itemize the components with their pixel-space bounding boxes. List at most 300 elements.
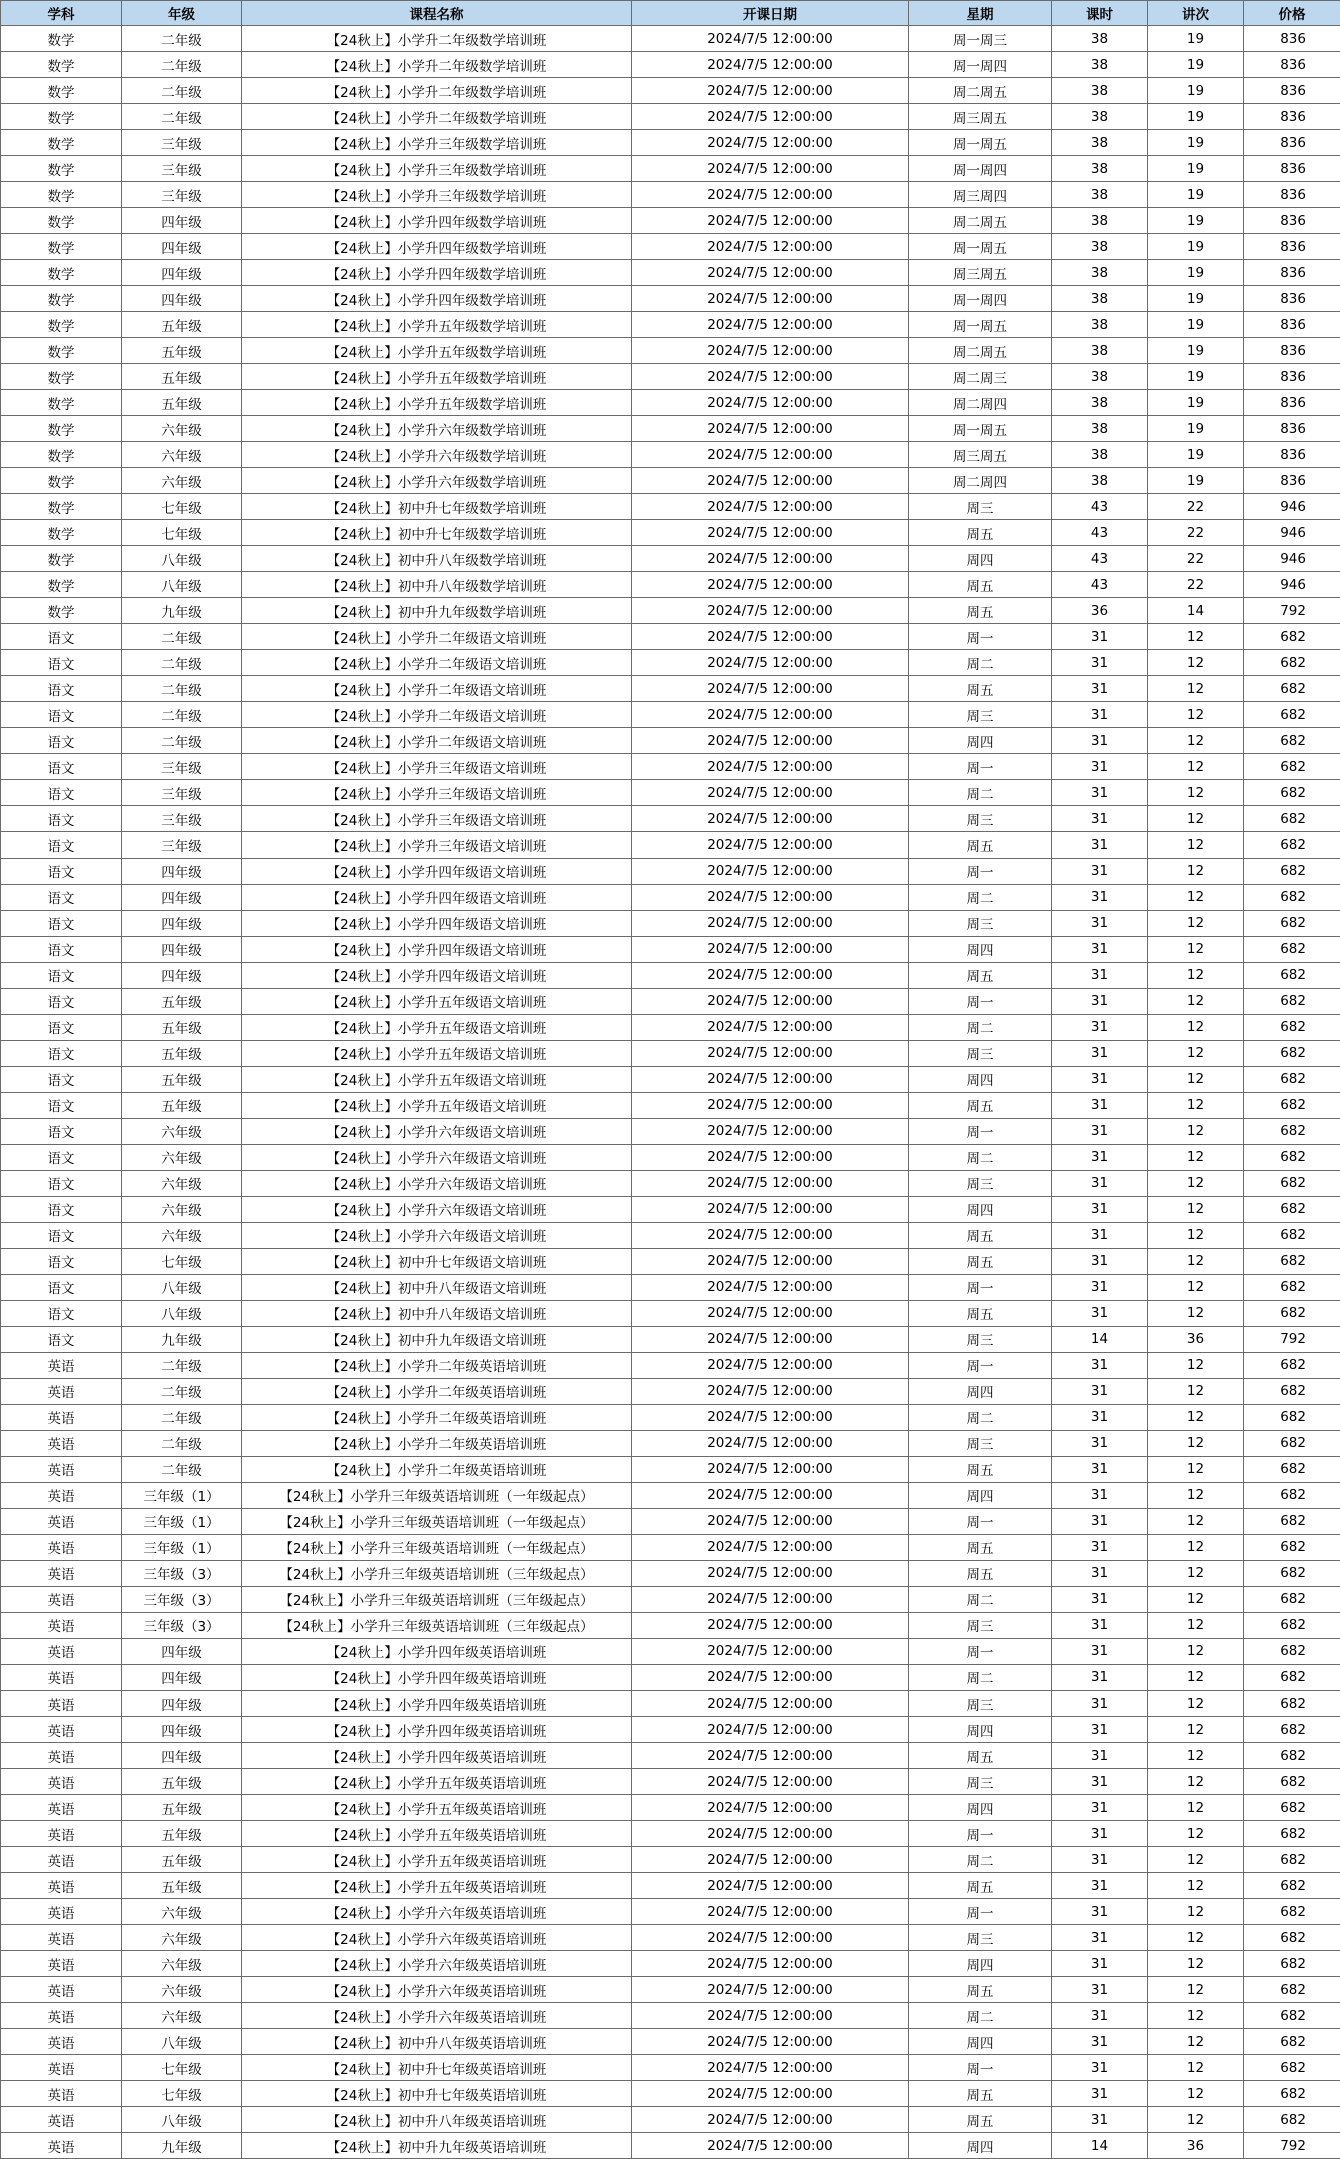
- cell-price: 682: [1244, 1560, 1340, 1586]
- cell-hours: 31: [1052, 1144, 1148, 1170]
- cell-start-date: 2024/7/5 12:00:00: [632, 52, 909, 78]
- table-row: [1, 1586, 1340, 1612]
- cell-price: 682: [1244, 728, 1340, 754]
- cell-price: 792: [1244, 1326, 1340, 1352]
- cell-subject: 语文: [1, 962, 122, 988]
- cell-grade: 三年级（3）: [122, 1560, 242, 1586]
- cell-price: 682: [1244, 1612, 1340, 1638]
- cell-weekday: 周四: [909, 1378, 1052, 1404]
- cell-hours: 38: [1052, 286, 1148, 312]
- cell-hours: 31: [1052, 1196, 1148, 1222]
- table-row: [1, 442, 1340, 468]
- cell-start-date: 2024/7/5 12:00:00: [632, 858, 909, 884]
- cell-sessions: 12: [1148, 1560, 1244, 1586]
- cell-course-name: 【24秋上】小学升二年级语文培训班: [242, 624, 632, 650]
- cell-grade: 二年级: [122, 1430, 242, 1456]
- table-row: [1, 2081, 1340, 2107]
- cell-grade: 六年级: [122, 442, 242, 468]
- cell-weekday: 周二: [909, 884, 1052, 910]
- cell-grade: 五年级: [122, 1066, 242, 1092]
- cell-course-name: 【24秋上】小学升三年级语文培训班: [242, 806, 632, 832]
- cell-price: 682: [1244, 1508, 1340, 1534]
- cell-sessions: 19: [1148, 364, 1244, 390]
- cell-sessions: 12: [1148, 1925, 1244, 1951]
- cell-course-name: 【24秋上】小学升三年级英语培训班（三年级起点）: [242, 1612, 632, 1638]
- cell-start-date: 2024/7/5 12:00:00: [632, 1066, 909, 1092]
- cell-sessions: 12: [1148, 1404, 1244, 1430]
- cell-weekday: 周四: [909, 936, 1052, 962]
- cell-price: 682: [1244, 858, 1340, 884]
- cell-start-date: 2024/7/5 12:00:00: [632, 1508, 909, 1534]
- cell-course-name: 【24秋上】小学升四年级英语培训班: [242, 1664, 632, 1690]
- table-row: [1, 1378, 1340, 1404]
- cell-price: 682: [1244, 1586, 1340, 1612]
- cell-weekday: 周三: [909, 806, 1052, 832]
- cell-sessions: 12: [1148, 2081, 1244, 2107]
- cell-weekday: 周一: [909, 1118, 1052, 1144]
- cell-start-date: 2024/7/5 12:00:00: [632, 2081, 909, 2107]
- cell-sessions: 12: [1148, 1534, 1244, 1560]
- cell-price: 682: [1244, 676, 1340, 702]
- cell-price: 682: [1244, 936, 1340, 962]
- cell-price: 682: [1244, 1691, 1340, 1717]
- table-row: [1, 208, 1340, 234]
- cell-grade: 三年级: [122, 130, 242, 156]
- cell-price: 792: [1244, 598, 1340, 624]
- cell-hours: 31: [1052, 884, 1148, 910]
- cell-grade: 二年级: [122, 78, 242, 104]
- cell-course-name: 【24秋上】小学升二年级数学培训班: [242, 78, 632, 104]
- cell-price: 836: [1244, 286, 1340, 312]
- cell-weekday: 周三周四: [909, 182, 1052, 208]
- cell-sessions: 12: [1148, 1951, 1244, 1977]
- cell-sessions: 12: [1148, 1664, 1244, 1690]
- cell-hours: 38: [1052, 130, 1148, 156]
- cell-weekday: 周四: [909, 1066, 1052, 1092]
- cell-sessions: 22: [1148, 520, 1244, 546]
- cell-subject: 语文: [1, 676, 122, 702]
- cell-grade: 五年级: [122, 1040, 242, 1066]
- cell-start-date: 2024/7/5 12:00:00: [632, 2133, 909, 2159]
- cell-course-name: 【24秋上】小学升二年级英语培训班: [242, 1456, 632, 1482]
- cell-subject: 数学: [1, 182, 122, 208]
- cell-subject: 英语: [1, 2081, 122, 2107]
- cell-subject: 英语: [1, 1951, 122, 1977]
- cell-course-name: 【24秋上】小学升三年级英语培训班（三年级起点）: [242, 1560, 632, 1586]
- cell-hours: 31: [1052, 1066, 1148, 1092]
- cell-start-date: 2024/7/5 12:00:00: [632, 338, 909, 364]
- table-row: [1, 546, 1340, 572]
- cell-subject: 英语: [1, 1378, 122, 1404]
- cell-weekday: 周一: [909, 858, 1052, 884]
- cell-subject: 英语: [1, 1717, 122, 1743]
- table-row: [1, 1534, 1340, 1560]
- cell-subject: 英语: [1, 2003, 122, 2029]
- cell-sessions: 12: [1148, 832, 1244, 858]
- cell-subject: 数学: [1, 468, 122, 494]
- table-row: [1, 104, 1340, 130]
- cell-subject: 英语: [1, 1899, 122, 1925]
- cell-hours: 31: [1052, 1430, 1148, 1456]
- cell-course-name: 【24秋上】初中升八年级英语培训班: [242, 2107, 632, 2133]
- cell-hours: 14: [1052, 2133, 1148, 2159]
- cell-weekday: 周五: [909, 520, 1052, 546]
- cell-start-date: 2024/7/5 12:00:00: [632, 26, 909, 52]
- table-row: [1, 1795, 1340, 1821]
- cell-hours: 43: [1052, 572, 1148, 598]
- cell-grade: 五年级: [122, 1014, 242, 1040]
- cell-course-name: 【24秋上】初中升八年级数学培训班: [242, 546, 632, 572]
- cell-sessions: 12: [1148, 1482, 1244, 1508]
- cell-hours: 31: [1052, 754, 1148, 780]
- table-row: [1, 2029, 1340, 2055]
- table-row: [1, 1743, 1340, 1769]
- cell-subject: 英语: [1, 1821, 122, 1847]
- cell-course-name: 【24秋上】小学升三年级语文培训班: [242, 780, 632, 806]
- cell-weekday: 周一: [909, 2055, 1052, 2081]
- cell-start-date: 2024/7/5 12:00:00: [632, 2029, 909, 2055]
- cell-start-date: 2024/7/5 12:00:00: [632, 1378, 909, 1404]
- cell-price: 682: [1244, 806, 1340, 832]
- cell-price: 836: [1244, 338, 1340, 364]
- cell-course-name: 【24秋上】小学升六年级语文培训班: [242, 1196, 632, 1222]
- cell-price: 836: [1244, 442, 1340, 468]
- cell-grade: 八年级: [122, 2029, 242, 2055]
- cell-price: 946: [1244, 572, 1340, 598]
- cell-subject: 英语: [1, 1612, 122, 1638]
- cell-hours: 31: [1052, 988, 1148, 1014]
- table-row: [1, 676, 1340, 702]
- cell-hours: 38: [1052, 182, 1148, 208]
- cell-weekday: 周五: [909, 1248, 1052, 1274]
- table-row: [1, 1040, 1340, 1066]
- cell-grade: 三年级（1）: [122, 1508, 242, 1534]
- cell-price: 682: [1244, 1482, 1340, 1508]
- table-row: [1, 416, 1340, 442]
- cell-start-date: 2024/7/5 12:00:00: [632, 884, 909, 910]
- cell-sessions: 12: [1148, 1456, 1244, 1482]
- table-row: [1, 1066, 1340, 1092]
- table-row: [1, 1821, 1340, 1847]
- table-row: [1, 1144, 1340, 1170]
- cell-start-date: 2024/7/5 12:00:00: [632, 286, 909, 312]
- cell-hours: 31: [1052, 832, 1148, 858]
- cell-start-date: 2024/7/5 12:00:00: [632, 130, 909, 156]
- cell-start-date: 2024/7/5 12:00:00: [632, 702, 909, 728]
- cell-start-date: 2024/7/5 12:00:00: [632, 1612, 909, 1638]
- cell-start-date: 2024/7/5 12:00:00: [632, 1274, 909, 1300]
- cell-subject: 英语: [1, 1873, 122, 1899]
- cell-subject: 数学: [1, 338, 122, 364]
- cell-subject: 英语: [1, 1430, 122, 1456]
- cell-subject: 英语: [1, 1795, 122, 1821]
- cell-course-name: 【24秋上】小学升二年级数学培训班: [242, 52, 632, 78]
- cell-price: 682: [1244, 1638, 1340, 1664]
- cell-course-name: 【24秋上】小学升五年级语文培训班: [242, 1040, 632, 1066]
- cell-price: 682: [1244, 1430, 1340, 1456]
- cell-grade: 三年级: [122, 806, 242, 832]
- cell-price: 682: [1244, 754, 1340, 780]
- cell-price: 682: [1244, 884, 1340, 910]
- cell-price: 682: [1244, 2003, 1340, 2029]
- cell-hours: 31: [1052, 1743, 1148, 1769]
- cell-course-name: 【24秋上】小学升二年级英语培训班: [242, 1378, 632, 1404]
- cell-weekday: 周二周五: [909, 338, 1052, 364]
- cell-grade: 四年级: [122, 1638, 242, 1664]
- cell-course-name: 【24秋上】小学升六年级英语培训班: [242, 1977, 632, 2003]
- cell-subject: 数学: [1, 546, 122, 572]
- cell-course-name: 【24秋上】小学升三年级英语培训班（三年级起点）: [242, 1586, 632, 1612]
- cell-price: 682: [1244, 1769, 1340, 1795]
- cell-hours: 31: [1052, 936, 1148, 962]
- table-row: [1, 572, 1340, 598]
- cell-subject: 语文: [1, 884, 122, 910]
- cell-weekday: 周一: [909, 1638, 1052, 1664]
- table-row: [1, 624, 1340, 650]
- cell-grade: 二年级: [122, 624, 242, 650]
- table-row: [1, 1899, 1340, 1925]
- table-row: [1, 806, 1340, 832]
- cell-subject: 数学: [1, 572, 122, 598]
- cell-course-name: 【24秋上】小学升四年级语文培训班: [242, 962, 632, 988]
- cell-price: 682: [1244, 1534, 1340, 1560]
- cell-sessions: 19: [1148, 416, 1244, 442]
- cell-weekday: 周一: [909, 988, 1052, 1014]
- cell-sessions: 12: [1148, 1586, 1244, 1612]
- table-row: [1, 338, 1340, 364]
- cell-course-name: 【24秋上】小学升五年级语文培训班: [242, 1066, 632, 1092]
- table-row: [1, 1873, 1340, 1899]
- cell-price: 682: [1244, 1925, 1340, 1951]
- table-row: [1, 1612, 1340, 1638]
- cell-price: 682: [1244, 1014, 1340, 1040]
- cell-price: 682: [1244, 1404, 1340, 1430]
- cell-start-date: 2024/7/5 12:00:00: [632, 1222, 909, 1248]
- cell-price: 946: [1244, 520, 1340, 546]
- cell-sessions: 12: [1148, 806, 1244, 832]
- header-grade: 年级: [122, 1, 242, 26]
- cell-hours: 31: [1052, 1586, 1148, 1612]
- cell-course-name: 【24秋上】小学升二年级英语培训班: [242, 1404, 632, 1430]
- cell-weekday: 周五: [909, 1977, 1052, 2003]
- cell-course-name: 【24秋上】小学升二年级数学培训班: [242, 26, 632, 52]
- cell-hours: 31: [1052, 1040, 1148, 1066]
- table-row: [1, 1482, 1340, 1508]
- table-row: [1, 1274, 1340, 1300]
- cell-subject: 数学: [1, 390, 122, 416]
- cell-hours: 31: [1052, 1821, 1148, 1847]
- cell-subject: 英语: [1, 1482, 122, 1508]
- cell-grade: 四年级: [122, 884, 242, 910]
- cell-subject: 英语: [1, 1586, 122, 1612]
- cell-sessions: 22: [1148, 546, 1244, 572]
- cell-start-date: 2024/7/5 12:00:00: [632, 1092, 909, 1118]
- cell-price: 682: [1244, 624, 1340, 650]
- cell-price: 682: [1244, 1743, 1340, 1769]
- cell-subject: 数学: [1, 52, 122, 78]
- cell-grade: 二年级: [122, 1404, 242, 1430]
- cell-grade: 七年级: [122, 494, 242, 520]
- cell-sessions: 19: [1148, 52, 1244, 78]
- table-row: [1, 1560, 1340, 1586]
- cell-weekday: 周三: [909, 1170, 1052, 1196]
- table-row: [1, 598, 1340, 624]
- cell-grade: 八年级: [122, 1274, 242, 1300]
- cell-grade: 四年级: [122, 286, 242, 312]
- table-row: [1, 26, 1340, 52]
- cell-grade: 四年级: [122, 1743, 242, 1769]
- cell-start-date: 2024/7/5 12:00:00: [632, 1040, 909, 1066]
- cell-grade: 五年级: [122, 1847, 242, 1873]
- cell-hours: 43: [1052, 520, 1148, 546]
- cell-course-name: 【24秋上】小学升三年级数学培训班: [242, 182, 632, 208]
- cell-hours: 38: [1052, 26, 1148, 52]
- cell-subject: 语文: [1, 754, 122, 780]
- cell-start-date: 2024/7/5 12:00:00: [632, 1430, 909, 1456]
- cell-hours: 38: [1052, 364, 1148, 390]
- cell-subject: 语文: [1, 858, 122, 884]
- cell-course-name: 【24秋上】小学升四年级英语培训班: [242, 1638, 632, 1664]
- cell-price: 682: [1244, 1092, 1340, 1118]
- cell-start-date: 2024/7/5 12:00:00: [632, 364, 909, 390]
- cell-sessions: 19: [1148, 468, 1244, 494]
- cell-start-date: 2024/7/5 12:00:00: [632, 1196, 909, 1222]
- cell-grade: 五年级: [122, 390, 242, 416]
- table-row: [1, 754, 1340, 780]
- cell-grade: 七年级: [122, 1248, 242, 1274]
- cell-subject: 语文: [1, 1222, 122, 1248]
- cell-grade: 六年级: [122, 1222, 242, 1248]
- table-row: [1, 1691, 1340, 1717]
- cell-price: 682: [1244, 1170, 1340, 1196]
- table-row: [1, 1456, 1340, 1482]
- cell-price: 682: [1244, 1144, 1340, 1170]
- cell-hours: 38: [1052, 234, 1148, 260]
- cell-course-name: 【24秋上】小学升五年级数学培训班: [242, 364, 632, 390]
- cell-sessions: 12: [1148, 650, 1244, 676]
- table-row: [1, 1508, 1340, 1534]
- cell-grade: 四年级: [122, 910, 242, 936]
- table-row: [1, 962, 1340, 988]
- cell-course-name: 【24秋上】小学升六年级英语培训班: [242, 1899, 632, 1925]
- cell-weekday: 周一: [909, 1352, 1052, 1378]
- cell-weekday: 周五: [909, 1873, 1052, 1899]
- cell-weekday: 周一周五: [909, 312, 1052, 338]
- cell-grade: 四年级: [122, 1664, 242, 1690]
- cell-sessions: 12: [1148, 1066, 1244, 1092]
- header-start-date: 开课日期: [632, 1, 909, 26]
- cell-weekday: 周三周五: [909, 104, 1052, 130]
- cell-hours: 31: [1052, 1352, 1148, 1378]
- cell-course-name: 【24秋上】初中升七年级英语培训班: [242, 2081, 632, 2107]
- cell-course-name: 【24秋上】小学升四年级数学培训班: [242, 234, 632, 260]
- cell-grade: 八年级: [122, 572, 242, 598]
- cell-subject: 数学: [1, 260, 122, 286]
- cell-course-name: 【24秋上】小学升六年级英语培训班: [242, 1925, 632, 1951]
- cell-weekday: 周一: [909, 754, 1052, 780]
- cell-hours: 31: [1052, 650, 1148, 676]
- cell-sessions: 22: [1148, 572, 1244, 598]
- cell-course-name: 【24秋上】小学升四年级英语培训班: [242, 1717, 632, 1743]
- cell-start-date: 2024/7/5 12:00:00: [632, 2055, 909, 2081]
- cell-weekday: 周五: [909, 1456, 1052, 1482]
- cell-price: 836: [1244, 416, 1340, 442]
- cell-sessions: 12: [1148, 1222, 1244, 1248]
- cell-price: 682: [1244, 1456, 1340, 1482]
- table-row: [1, 1092, 1340, 1118]
- cell-course-name: 【24秋上】小学升四年级语文培训班: [242, 936, 632, 962]
- cell-price: 836: [1244, 468, 1340, 494]
- cell-course-name: 【24秋上】小学升三年级英语培训班（一年级起点）: [242, 1508, 632, 1534]
- cell-price: 682: [1244, 650, 1340, 676]
- cell-sessions: 12: [1148, 1847, 1244, 1873]
- cell-start-date: 2024/7/5 12:00:00: [632, 1534, 909, 1560]
- cell-sessions: 12: [1148, 1638, 1244, 1664]
- cell-subject: 语文: [1, 702, 122, 728]
- cell-course-name: 【24秋上】小学升六年级语文培训班: [242, 1144, 632, 1170]
- cell-weekday: 周五: [909, 1534, 1052, 1560]
- cell-hours: 14: [1052, 1326, 1148, 1352]
- cell-hours: 31: [1052, 1717, 1148, 1743]
- table-row: [1, 52, 1340, 78]
- cell-sessions: 12: [1148, 1352, 1244, 1378]
- cell-start-date: 2024/7/5 12:00:00: [632, 1248, 909, 1274]
- cell-price: 682: [1244, 832, 1340, 858]
- cell-weekday: 周二周四: [909, 468, 1052, 494]
- cell-grade: 二年级: [122, 702, 242, 728]
- table-row: [1, 1638, 1340, 1664]
- cell-course-name: 【24秋上】小学升五年级数学培训班: [242, 338, 632, 364]
- cell-subject: 英语: [1, 1534, 122, 1560]
- cell-hours: 31: [1052, 1170, 1148, 1196]
- cell-sessions: 12: [1148, 1717, 1244, 1743]
- cell-price: 836: [1244, 26, 1340, 52]
- cell-subject: 数学: [1, 208, 122, 234]
- cell-sessions: 12: [1148, 1170, 1244, 1196]
- table-row: [1, 1717, 1340, 1743]
- cell-course-name: 【24秋上】小学升二年级语文培训班: [242, 650, 632, 676]
- cell-grade: 六年级: [122, 1951, 242, 1977]
- cell-course-name: 【24秋上】小学升六年级数学培训班: [242, 468, 632, 494]
- cell-grade: 五年级: [122, 338, 242, 364]
- cell-sessions: 12: [1148, 1508, 1244, 1534]
- table-row: [1, 1664, 1340, 1690]
- cell-weekday: 周四: [909, 546, 1052, 572]
- cell-price: 836: [1244, 52, 1340, 78]
- cell-price: 682: [1244, 1873, 1340, 1899]
- cell-sessions: 12: [1148, 910, 1244, 936]
- table-row: [1, 520, 1340, 546]
- cell-price: 682: [1244, 1196, 1340, 1222]
- cell-price: 836: [1244, 312, 1340, 338]
- cell-hours: 31: [1052, 1508, 1148, 1534]
- cell-hours: 31: [1052, 2003, 1148, 2029]
- cell-grade: 六年级: [122, 416, 242, 442]
- cell-sessions: 19: [1148, 78, 1244, 104]
- cell-start-date: 2024/7/5 12:00:00: [632, 1847, 909, 1873]
- cell-weekday: 周一: [909, 1821, 1052, 1847]
- cell-start-date: 2024/7/5 12:00:00: [632, 1664, 909, 1690]
- cell-hours: 43: [1052, 546, 1148, 572]
- cell-hours: 43: [1052, 494, 1148, 520]
- cell-grade: 五年级: [122, 988, 242, 1014]
- cell-hours: 38: [1052, 156, 1148, 182]
- cell-hours: 31: [1052, 624, 1148, 650]
- cell-start-date: 2024/7/5 12:00:00: [632, 728, 909, 754]
- cell-subject: 语文: [1, 1300, 122, 1326]
- cell-hours: 31: [1052, 1873, 1148, 1899]
- cell-course-name: 【24秋上】小学升六年级语文培训班: [242, 1170, 632, 1196]
